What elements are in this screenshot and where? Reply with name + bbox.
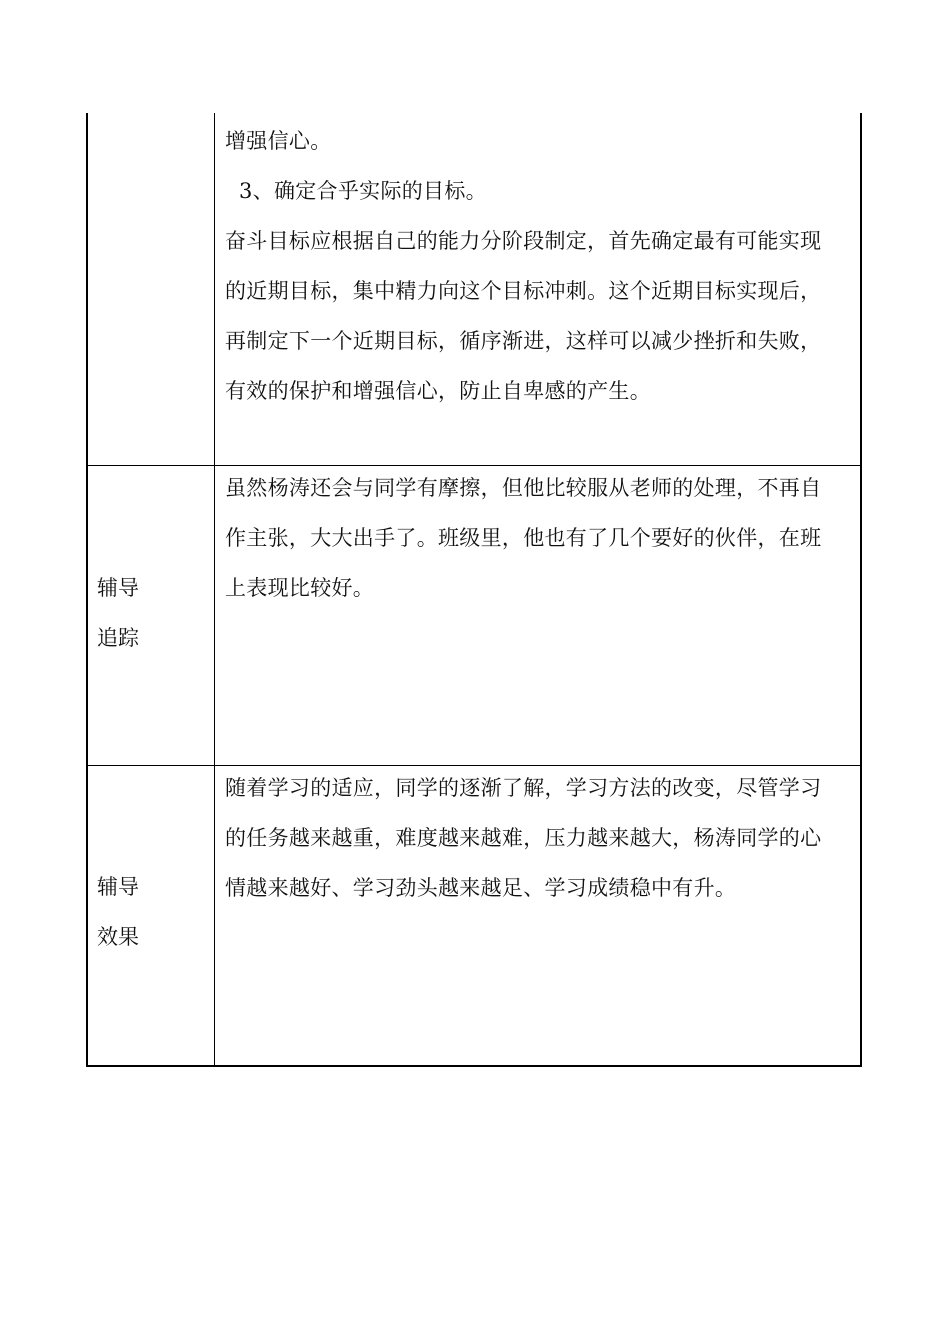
strategy-heading: 3、确定合乎实际的目标。 <box>239 179 487 203</box>
table-row-strategy <box>88 113 860 466</box>
follow-up-text <box>225 463 856 613</box>
label-cell-follow-up <box>88 466 215 765</box>
label-cell-empty <box>88 113 215 465</box>
strategy-line: 有效的保护和增强信心，防止自卑感的产生。 <box>225 379 651 403</box>
follow-up-line: 上表现比较好。 <box>225 576 375 600</box>
table-row-follow-up <box>88 466 860 766</box>
strategy-text <box>225 116 856 416</box>
strategy-line: 再制定下一个近期目标，循序渐进，这样可以减少挫折和失败， <box>225 329 822 353</box>
effect-line: 的任务越来越重，难度越来越难，压力越来越大，杨涛同学的心 <box>225 826 822 850</box>
strategy-line: 奋斗目标应根据自己的能力分阶段制定，首先确定最有可能实现 <box>225 229 822 253</box>
effect-line: 情越来越好、学习劲头越来越足、学习成绩稳中有升。 <box>225 876 737 900</box>
record-table <box>86 113 862 1067</box>
strategy-line: 增强信心。 <box>225 129 332 153</box>
row-label <box>97 862 139 962</box>
row-label <box>97 563 139 663</box>
effect-text <box>225 763 856 913</box>
row-label-line: 辅导 <box>97 576 139 600</box>
row-label-line: 辅导 <box>97 875 139 899</box>
content-cell-effect <box>216 766 860 1065</box>
content-cell-strategy <box>216 113 860 465</box>
follow-up-line: 虽然杨涛还会与同学有摩擦，但他比较服从老师的处理，不再自 <box>225 476 822 500</box>
row-label-line: 追踪 <box>97 626 139 650</box>
row-label-line: 效果 <box>97 925 139 949</box>
label-cell-effect <box>88 766 215 1065</box>
follow-up-paragraph <box>225 463 856 613</box>
content-cell-follow-up <box>216 466 860 765</box>
strategy-paragraph <box>225 116 856 416</box>
follow-up-line: 作主张，大大出手了。班级里，他也有了几个要好的伙伴，在班 <box>225 526 822 550</box>
table-row-effect <box>88 766 860 1065</box>
strategy-line: 的近期目标，集中精力向这个目标冲刺。这个近期目标实现后， <box>225 279 822 303</box>
effect-paragraph <box>225 763 856 913</box>
effect-line: 随着学习的适应，同学的逐渐了解，学习方法的改变，尽管学习 <box>225 776 822 800</box>
